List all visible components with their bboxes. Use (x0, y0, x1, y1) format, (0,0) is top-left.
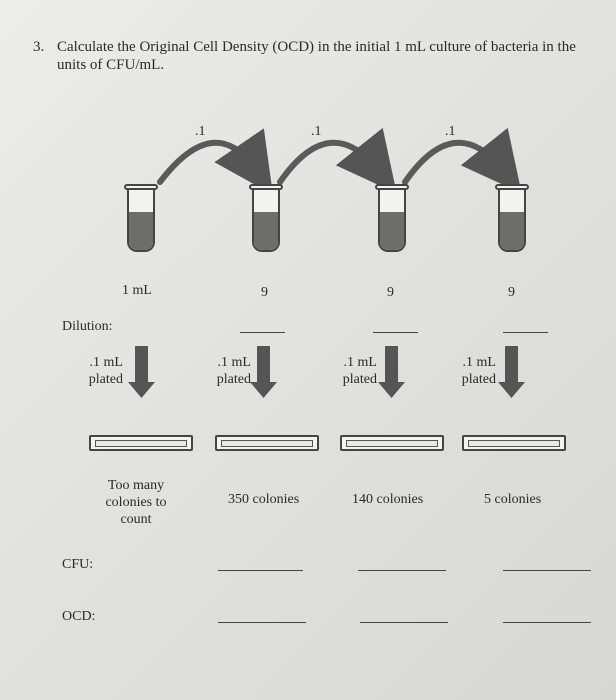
petri-dish-2 (215, 435, 319, 451)
cfu-blank-3[interactable] (358, 570, 446, 571)
plated-label-4: .1 mL plated (461, 355, 496, 387)
tube-volume-4: 9 (508, 285, 515, 300)
petri-dish-1 (89, 435, 193, 451)
dilution-blank-3[interactable] (373, 332, 418, 333)
tube-volume-3: 9 (387, 285, 394, 300)
down-arrow-icon-4 (498, 346, 525, 398)
plated-label-1: .1 mL plated (88, 355, 123, 387)
cfu-label: CFU: (62, 557, 94, 572)
transfer-label-3: .1 (445, 124, 456, 139)
petri-dish-4 (462, 435, 566, 451)
ocd-label: OCD: (62, 609, 96, 624)
colony-count-4: 5 colonies (484, 492, 542, 507)
transfer-label-1: .1 (195, 124, 206, 139)
transfer-arrow-1 (160, 143, 256, 182)
cfu-blank-4[interactable] (503, 570, 591, 571)
question-number: 3. (33, 39, 45, 55)
dilution-label: Dilution: (62, 319, 113, 334)
ocd-blank-3[interactable] (360, 622, 448, 623)
down-arrow-icon-1 (128, 346, 155, 398)
tube-volume-1: 1 mL (122, 283, 152, 298)
transfer-arrow-3 (405, 143, 503, 182)
petri-dish-3 (340, 435, 444, 451)
colony-count-3: 140 colonies (352, 492, 424, 507)
down-arrow-icon-2 (250, 346, 277, 398)
plated-label-3: .1 mL plated (342, 355, 377, 387)
transfer-arrow-2 (280, 143, 378, 182)
cfu-blank-2[interactable] (218, 570, 303, 571)
question-text: Calculate the Original Cell Density (OCD) in the initial 1 mL culture of bacteria in the units of CFU/mL. (57, 39, 576, 73)
ocd-blank-2[interactable] (218, 622, 306, 623)
colony-count-2: 350 colonies (228, 492, 300, 507)
colony-count-1: Too many colonies to count (105, 478, 167, 527)
tube-volume-2: 9 (261, 285, 268, 300)
ocd-blank-4[interactable] (503, 622, 591, 623)
plated-label-2: .1 mL plated (216, 355, 251, 387)
transfer-label-2: .1 (311, 124, 322, 139)
dilution-blank-2[interactable] (240, 332, 285, 333)
dilution-blank-4[interactable] (503, 332, 548, 333)
down-arrow-icon-3 (378, 346, 405, 398)
